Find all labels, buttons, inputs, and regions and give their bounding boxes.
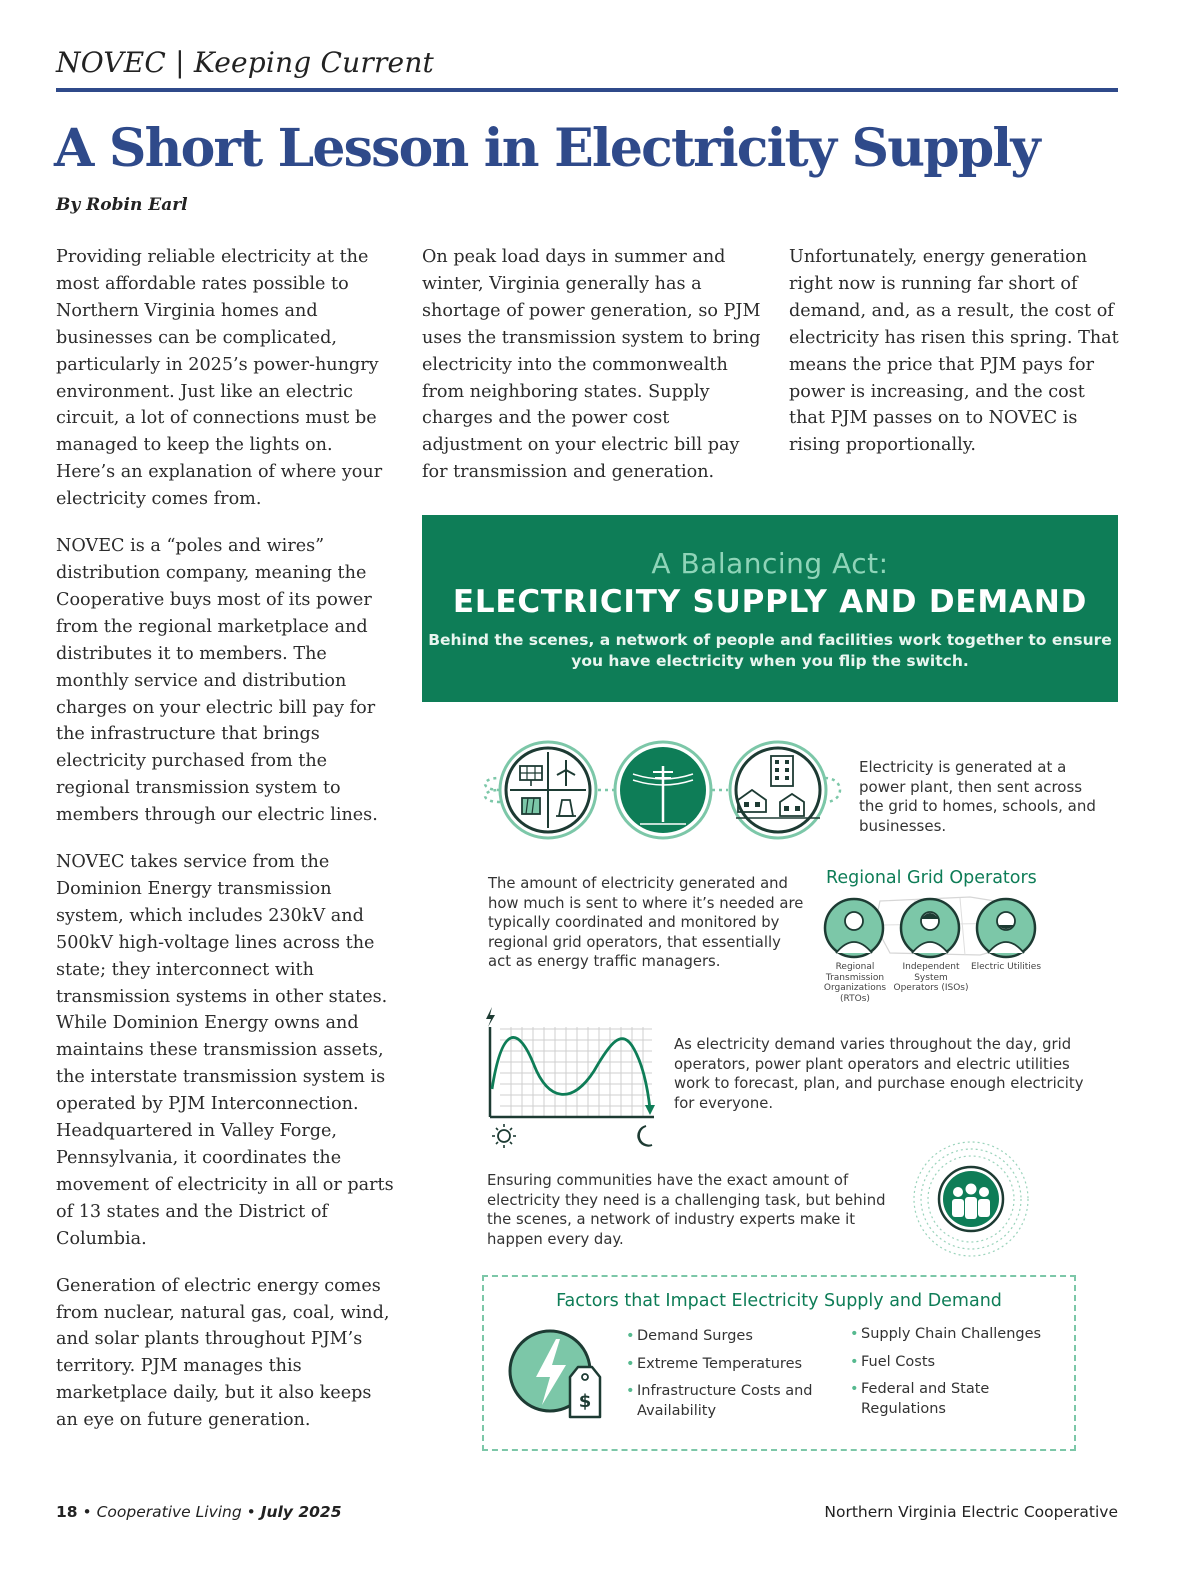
list-item: • Supply Chain Challenges bbox=[850, 1325, 1050, 1345]
list-item: • Federal and State Regulations bbox=[850, 1380, 1050, 1419]
person-icon bbox=[825, 899, 883, 957]
section-kicker: NOVEC | Keeping Current bbox=[56, 46, 435, 79]
list-item: • Demand Surges bbox=[626, 1327, 826, 1347]
factors-title: Factors that Impact Electricity Supply and Demand bbox=[556, 1291, 1002, 1311]
paragraph: Generation of electric energy comes from nuclear, natural gas, coal, wind, and solar plants throughout PJM’s territory. PJM manages this marketplace daily, but it also keeps an eye on future generation. bbox=[56, 1275, 390, 1431]
header-divider bbox=[56, 88, 1118, 92]
price-tag-icon bbox=[570, 1367, 600, 1417]
moon-icon bbox=[638, 1126, 652, 1146]
footer-organization: Northern Virginia Electric Cooperative bbox=[824, 1503, 1118, 1521]
sun-icon bbox=[492, 1124, 516, 1148]
article-title: A Short Lesson in Electricity Supply bbox=[54, 118, 1039, 179]
article-column-2 bbox=[422, 244, 762, 506]
list-item: • Infrastructure Costs and Availability bbox=[626, 1382, 826, 1421]
list-item: • Fuel Costs bbox=[850, 1353, 1050, 1373]
list-item: • Extreme Temperatures bbox=[626, 1355, 826, 1375]
factors-box bbox=[482, 1275, 1076, 1451]
operator-label: Electric Utilities bbox=[970, 962, 1042, 972]
infographic-title: ELECTRICITY SUPPLY AND DEMAND bbox=[452, 584, 1088, 620]
demand-curve-graphic bbox=[482, 1005, 662, 1153]
generation-flow-graphic bbox=[480, 738, 845, 843]
community-text: Ensuring communities have the exact amount of electricity they need is a challenging task, but behind the scenes, a network of industry experts make it happen every day. bbox=[487, 1172, 886, 1248]
person-icon bbox=[977, 899, 1035, 957]
operators-title: Regional Grid Operators bbox=[826, 868, 1037, 888]
paragraph: NOVEC takes service from the Dominion Energy transmission system, which includes 230kV and 500kV high-voltage lines across the state; they interconnect with transmission systems in other states. While Dominion Energy owns and maintains these transmission assets, the interstate transmission system is operated by PJM Interconnection. Headquartered in Valley Forge, Pennsylvania, it coordinates the movement of electricity in all or parts of 13 states and the District of Columbia. bbox=[56, 852, 394, 1249]
operators-graphic bbox=[820, 895, 1050, 963]
lightning-price-graphic bbox=[508, 1325, 618, 1425]
paragraph: On peak load days in summer and winter, Virginia generally has a shortage of power generation, so PJM uses the transmission system to bring electricity into the commonwealth from neighboring states. Supply charges and the power cost adjustment on your electric bill pay for transmission and generation. bbox=[422, 247, 761, 483]
publication-name: Cooperative Living bbox=[96, 1503, 242, 1521]
infographic-banner bbox=[422, 515, 1118, 702]
coordination-text: The amount of electricity generated and how much is sent to where it’s needed are typically coordinated and monitored by regional grid operators, that essentially act as energy traffic managers. bbox=[488, 875, 804, 971]
people-group-icon bbox=[912, 1140, 1030, 1258]
operator-label: Independent System Operators (ISOs) bbox=[893, 962, 969, 993]
lightning-bolt-icon bbox=[486, 1007, 495, 1027]
operator-label: Regional Transmission Organizations (RTOs) bbox=[823, 962, 887, 1004]
issue-date: July 2025 bbox=[260, 1503, 342, 1521]
factors-list-right bbox=[850, 1325, 1050, 1427]
footer-publication: 18 • Cooperative Living • July 2025 bbox=[56, 1503, 342, 1521]
price-tag-symbol: $ bbox=[578, 1391, 592, 1412]
paragraph: Providing reliable electricity at the most affordable rates possible to Northern Virginia homes and businesses can be complicated, particularly in 2025’s power-hungry environment. Just like an electric circuit, a lot of connections must be managed to keep the lights on. Here’s an explanation of where your electricity comes from. bbox=[56, 247, 383, 510]
page-number: 18 bbox=[56, 1503, 78, 1521]
factors-list-left bbox=[626, 1327, 826, 1429]
paragraph: Unfortunately, energy generation right now is running far short of demand, and, as a result, the cost of electricity has risen this spring. That means the price that PJM pays for power is increasing, and the cost that PJM passes on to NOVEC is rising proportionally. bbox=[789, 247, 1119, 456]
demand-text: As electricity demand varies throughout the day, grid operators, power plant operators and electric utilities work to forecast, plan, and purchase enough electricity for everyone. bbox=[674, 1036, 1084, 1112]
article-column-3 bbox=[789, 244, 1119, 479]
person-icon bbox=[901, 899, 959, 957]
solar-array-icon bbox=[522, 798, 540, 814]
infographic-kicker: A Balancing Act: bbox=[651, 547, 889, 580]
paragraph: NOVEC is a “poles and wires” distribution company, meaning the Cooperative buys most of its power from the regional marketplace and distributes it to members. The monthly service and distribution charges on your electric bill pay for the infrastructure that brings electricity purchased from the regional transmission system to members through our electric lines. bbox=[56, 536, 378, 826]
generation-text: Electricity is generated at a power plant, then sent across the grid to homes, schools, and businesses. bbox=[859, 758, 1096, 835]
article-column-1 bbox=[56, 244, 396, 1454]
byline: By Robin Earl bbox=[56, 195, 188, 215]
infographic-subtitle: Behind the scenes, a network of people and facilities work together to ensure you have electricity when you flip the switch. bbox=[428, 631, 1112, 670]
